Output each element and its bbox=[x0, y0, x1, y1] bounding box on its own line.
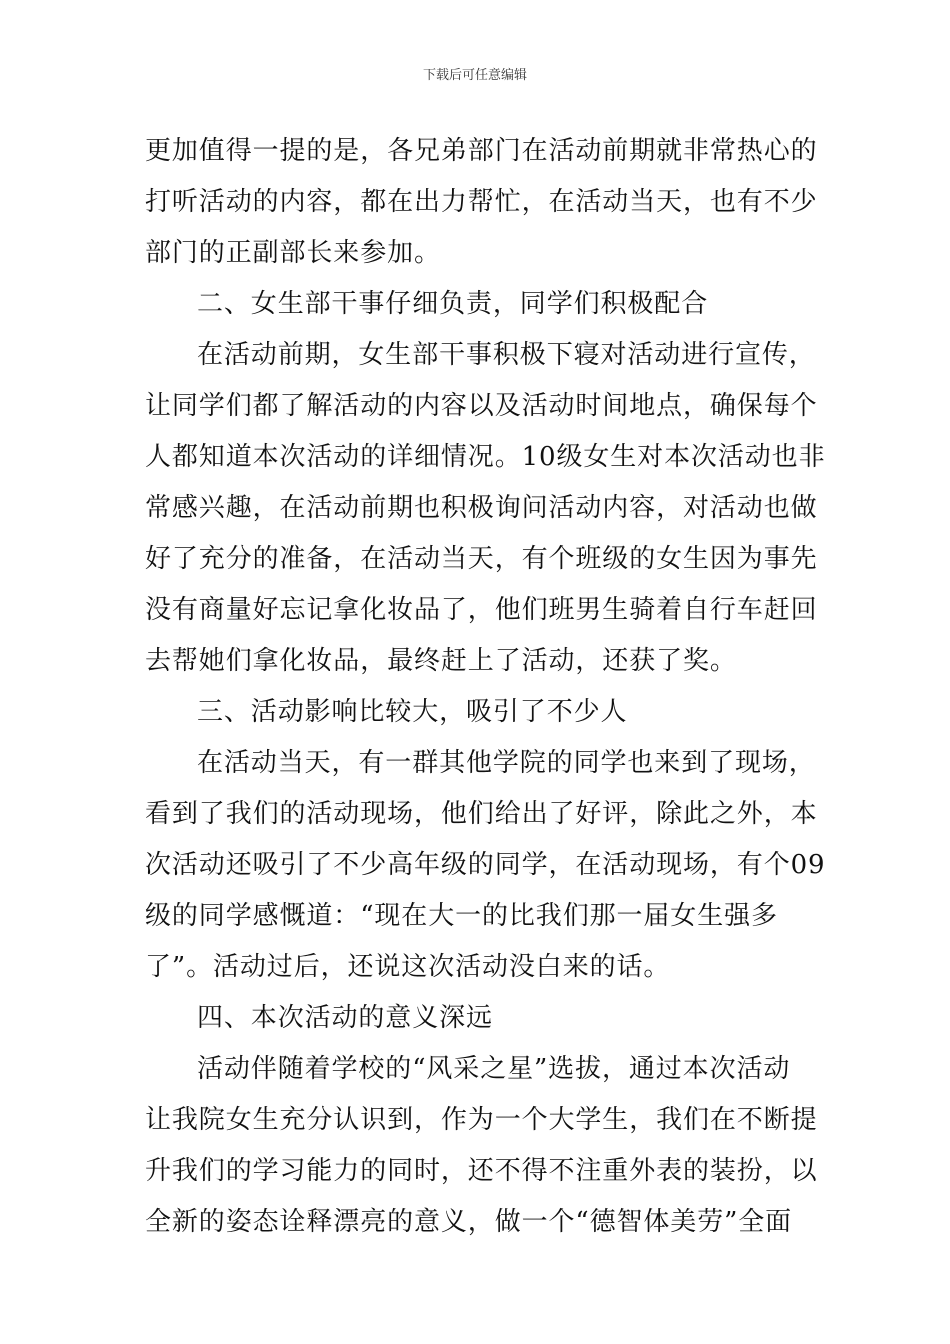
text-line: 在活动当天，有一群其他学院的同学也来到了现场， bbox=[197, 748, 816, 778]
text-line: 级的同学感慨道：“现在大一的比我们那一届女生强多 bbox=[145, 901, 778, 931]
text-line: 活动伴随着学校的“风采之星”选拔，通过本次活动 bbox=[197, 1054, 791, 1084]
text-line: 部门的正副部长来参加。 bbox=[145, 238, 441, 268]
text-line: 四、本次活动的意义深远 bbox=[197, 1003, 493, 1033]
text-line: 没有商量好忘记拿化妆品了，他们班男生骑着自行车赶回 bbox=[145, 595, 818, 625]
text-line: 让同学们都了解活动的内容以及活动时间地点，确保每个 bbox=[145, 391, 818, 421]
text-line: 升我们的学习能力的同时，还不得不注重外表的装扮，以 bbox=[145, 1156, 818, 1186]
text-line: 看到了我们的活动现场，他们给出了好评，除此之外，本 bbox=[145, 799, 818, 829]
text-line: 去帮她们拿化妆品，最终赶上了活动，还获了奖。 bbox=[145, 646, 737, 676]
text-line: 常感兴趣，在活动前期也积极询问活动内容，对活动也做 bbox=[145, 493, 818, 523]
text-line: 更加值得一提的是，各兄弟部门在活动前期就非常热心的 bbox=[145, 136, 818, 166]
text-line: 打听活动的内容，都在出力帮忙，在活动当天，也有不少 bbox=[145, 187, 818, 217]
text-line: 二、女生部干事仔细负责，同学们积极配合 bbox=[197, 289, 709, 319]
text-line: 三、活动影响比较大，吸引了不少人 bbox=[197, 697, 628, 727]
page-header: 下载后可任意编辑 bbox=[422, 68, 527, 83]
text-line: 让我院女生充分认识到，作为一个大学生，我们在不断提 bbox=[145, 1105, 818, 1135]
text-line: 次活动还吸引了不少高年级的同学，在活动现场，有个09 bbox=[145, 850, 826, 880]
body-text bbox=[145, 126, 826, 1248]
text-line: 人都知道本次活动的详细情况。10级女生对本次活动也非 bbox=[145, 442, 826, 472]
text-line: 在活动前期，女生部干事积极下寝对活动进行宣传， bbox=[197, 340, 816, 370]
text-line: 了”。活动过后，还说这次活动没白来的话。 bbox=[145, 952, 671, 982]
text-line: 好了充分的准备，在活动当天，有个班级的女生因为事先 bbox=[145, 544, 818, 574]
text-line: 全新的姿态诠释漂亮的意义，做一个“德智体美劳”全面 bbox=[145, 1207, 793, 1237]
